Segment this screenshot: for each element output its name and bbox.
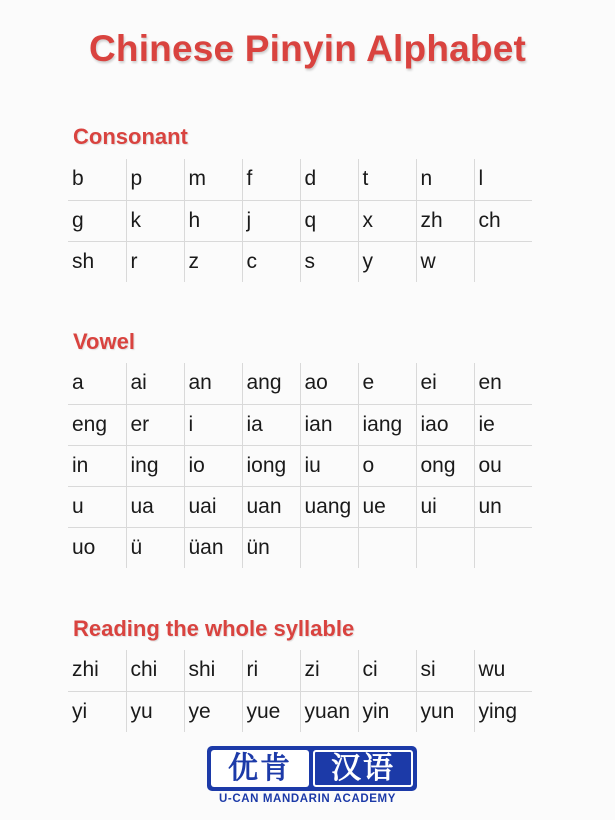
pinyin-cell: ue — [358, 486, 416, 527]
pinyin-cell: yin — [358, 691, 416, 732]
page-title: Chinese Pinyin Alphabet — [88, 28, 527, 69]
pinyin-cell: yun — [416, 691, 474, 732]
table-row — [68, 650, 532, 691]
pinyin-cell: h — [184, 200, 242, 241]
consonant-table — [68, 159, 532, 282]
pinyin-cell: iao — [416, 404, 474, 445]
pinyin-cell: ri — [242, 650, 300, 691]
vowel-table — [68, 363, 532, 568]
consonant-heading: Consonant — [73, 124, 188, 149]
pinyin-cell: u — [68, 486, 126, 527]
pinyin-cell: eng — [68, 404, 126, 445]
pinyin-cell: shi — [184, 650, 242, 691]
pinyin-cell: b — [72, 167, 84, 191]
pinyin-cell: p — [126, 159, 184, 200]
pinyin-cell: uan — [242, 486, 300, 527]
table-row — [68, 241, 532, 282]
pinyin-cell: zhi — [72, 658, 99, 682]
table-row — [68, 404, 532, 445]
pinyin-cell: ia — [242, 404, 300, 445]
pinyin-cell: un — [474, 486, 532, 527]
pinyin-cell: y — [358, 241, 416, 282]
pinyin-cell: f — [242, 159, 300, 200]
pinyin-cell: an — [184, 363, 242, 404]
pinyin-cell: ian — [300, 404, 358, 445]
pinyin-cell: x — [358, 200, 416, 241]
pinyin-cell: chi — [126, 650, 184, 691]
whole-syllable-heading: Reading the whole syllable — [73, 616, 355, 641]
pinyin-cell — [474, 527, 532, 568]
pinyin-cell: ua — [126, 486, 184, 527]
pinyin-cell: w — [416, 241, 474, 282]
pinyin-cell: e — [358, 363, 416, 404]
pinyin-cell: ch — [474, 200, 532, 241]
pinyin-cell: in — [68, 445, 126, 486]
pinyin-cell: uang — [300, 486, 358, 527]
pinyin-cell — [300, 527, 358, 568]
pinyin-cell: o — [358, 445, 416, 486]
pinyin-cell: iang — [358, 404, 416, 445]
whole-syllable-table — [68, 650, 532, 732]
pinyin-cell: yue — [242, 691, 300, 732]
pinyin-cell: üan — [184, 527, 242, 568]
pinyin-cell — [358, 527, 416, 568]
pinyin-cell: yu — [126, 691, 184, 732]
academy-logo — [207, 746, 417, 791]
pinyin-cell: ün — [242, 527, 300, 568]
pinyin-cell: ing — [126, 445, 184, 486]
pinyin-cell: i — [184, 404, 242, 445]
pinyin-cell: ai — [126, 363, 184, 404]
pinyin-cell: io — [184, 445, 242, 486]
pinyin-cell: iu — [300, 445, 358, 486]
pinyin-cell: zi — [300, 650, 358, 691]
pinyin-cell: si — [416, 650, 474, 691]
pinyin-cell: ao — [300, 363, 358, 404]
logo-subtitle: U-CAN MANDARIN ACADEMY — [219, 793, 396, 805]
pinyin-cell: g — [68, 200, 126, 241]
pinyin-cell: r — [126, 241, 184, 282]
pinyin-cell: ong — [416, 445, 474, 486]
table-row — [68, 159, 532, 200]
pinyin-cell: uo — [68, 527, 126, 568]
pinyin-cell: a — [72, 371, 84, 395]
pinyin-cell: t — [358, 159, 416, 200]
pinyin-cell: q — [300, 200, 358, 241]
table-row — [68, 486, 532, 527]
pinyin-cell: uai — [184, 486, 242, 527]
pinyin-cell: yi — [68, 691, 126, 732]
pinyin-cell: ou — [474, 445, 532, 486]
pinyin-cell — [474, 241, 532, 282]
pinyin-cell: k — [126, 200, 184, 241]
pinyin-cell: l — [474, 159, 532, 200]
table-row — [68, 691, 532, 732]
table-row — [68, 200, 532, 241]
table-row — [68, 445, 532, 486]
logo-text-left: 优肯 — [228, 751, 292, 786]
pinyin-cell: yuan — [300, 691, 358, 732]
pinyin-cell: ie — [474, 404, 532, 445]
pinyin-cell: s — [300, 241, 358, 282]
pinyin-cell: en — [474, 363, 532, 404]
pinyin-cell: ei — [416, 363, 474, 404]
vowel-heading: Vowel — [73, 329, 135, 354]
pinyin-cell: wu — [474, 650, 532, 691]
pinyin-cell: sh — [68, 241, 126, 282]
pinyin-cell: n — [416, 159, 474, 200]
pinyin-cell: ü — [126, 527, 184, 568]
pinyin-cell: er — [126, 404, 184, 445]
pinyin-cell: ye — [184, 691, 242, 732]
pinyin-cell: ci — [358, 650, 416, 691]
pinyin-cell: ying — [474, 691, 532, 732]
table-row — [68, 363, 532, 404]
pinyin-cell: z — [184, 241, 242, 282]
pinyin-cell: zh — [416, 200, 474, 241]
pinyin-cell: j — [242, 200, 300, 241]
pinyin-cell: ang — [242, 363, 300, 404]
pinyin-cell: c — [242, 241, 300, 282]
pinyin-cell — [416, 527, 474, 568]
pinyin-cell: m — [184, 159, 242, 200]
logo-text-right: 汉语 — [331, 751, 395, 786]
table-row — [68, 527, 532, 568]
logo-right-panel — [313, 750, 413, 787]
pinyin-cell: iong — [242, 445, 300, 486]
logo-left-panel — [211, 750, 309, 787]
pinyin-cell: ui — [416, 486, 474, 527]
pinyin-cell: d — [300, 159, 358, 200]
